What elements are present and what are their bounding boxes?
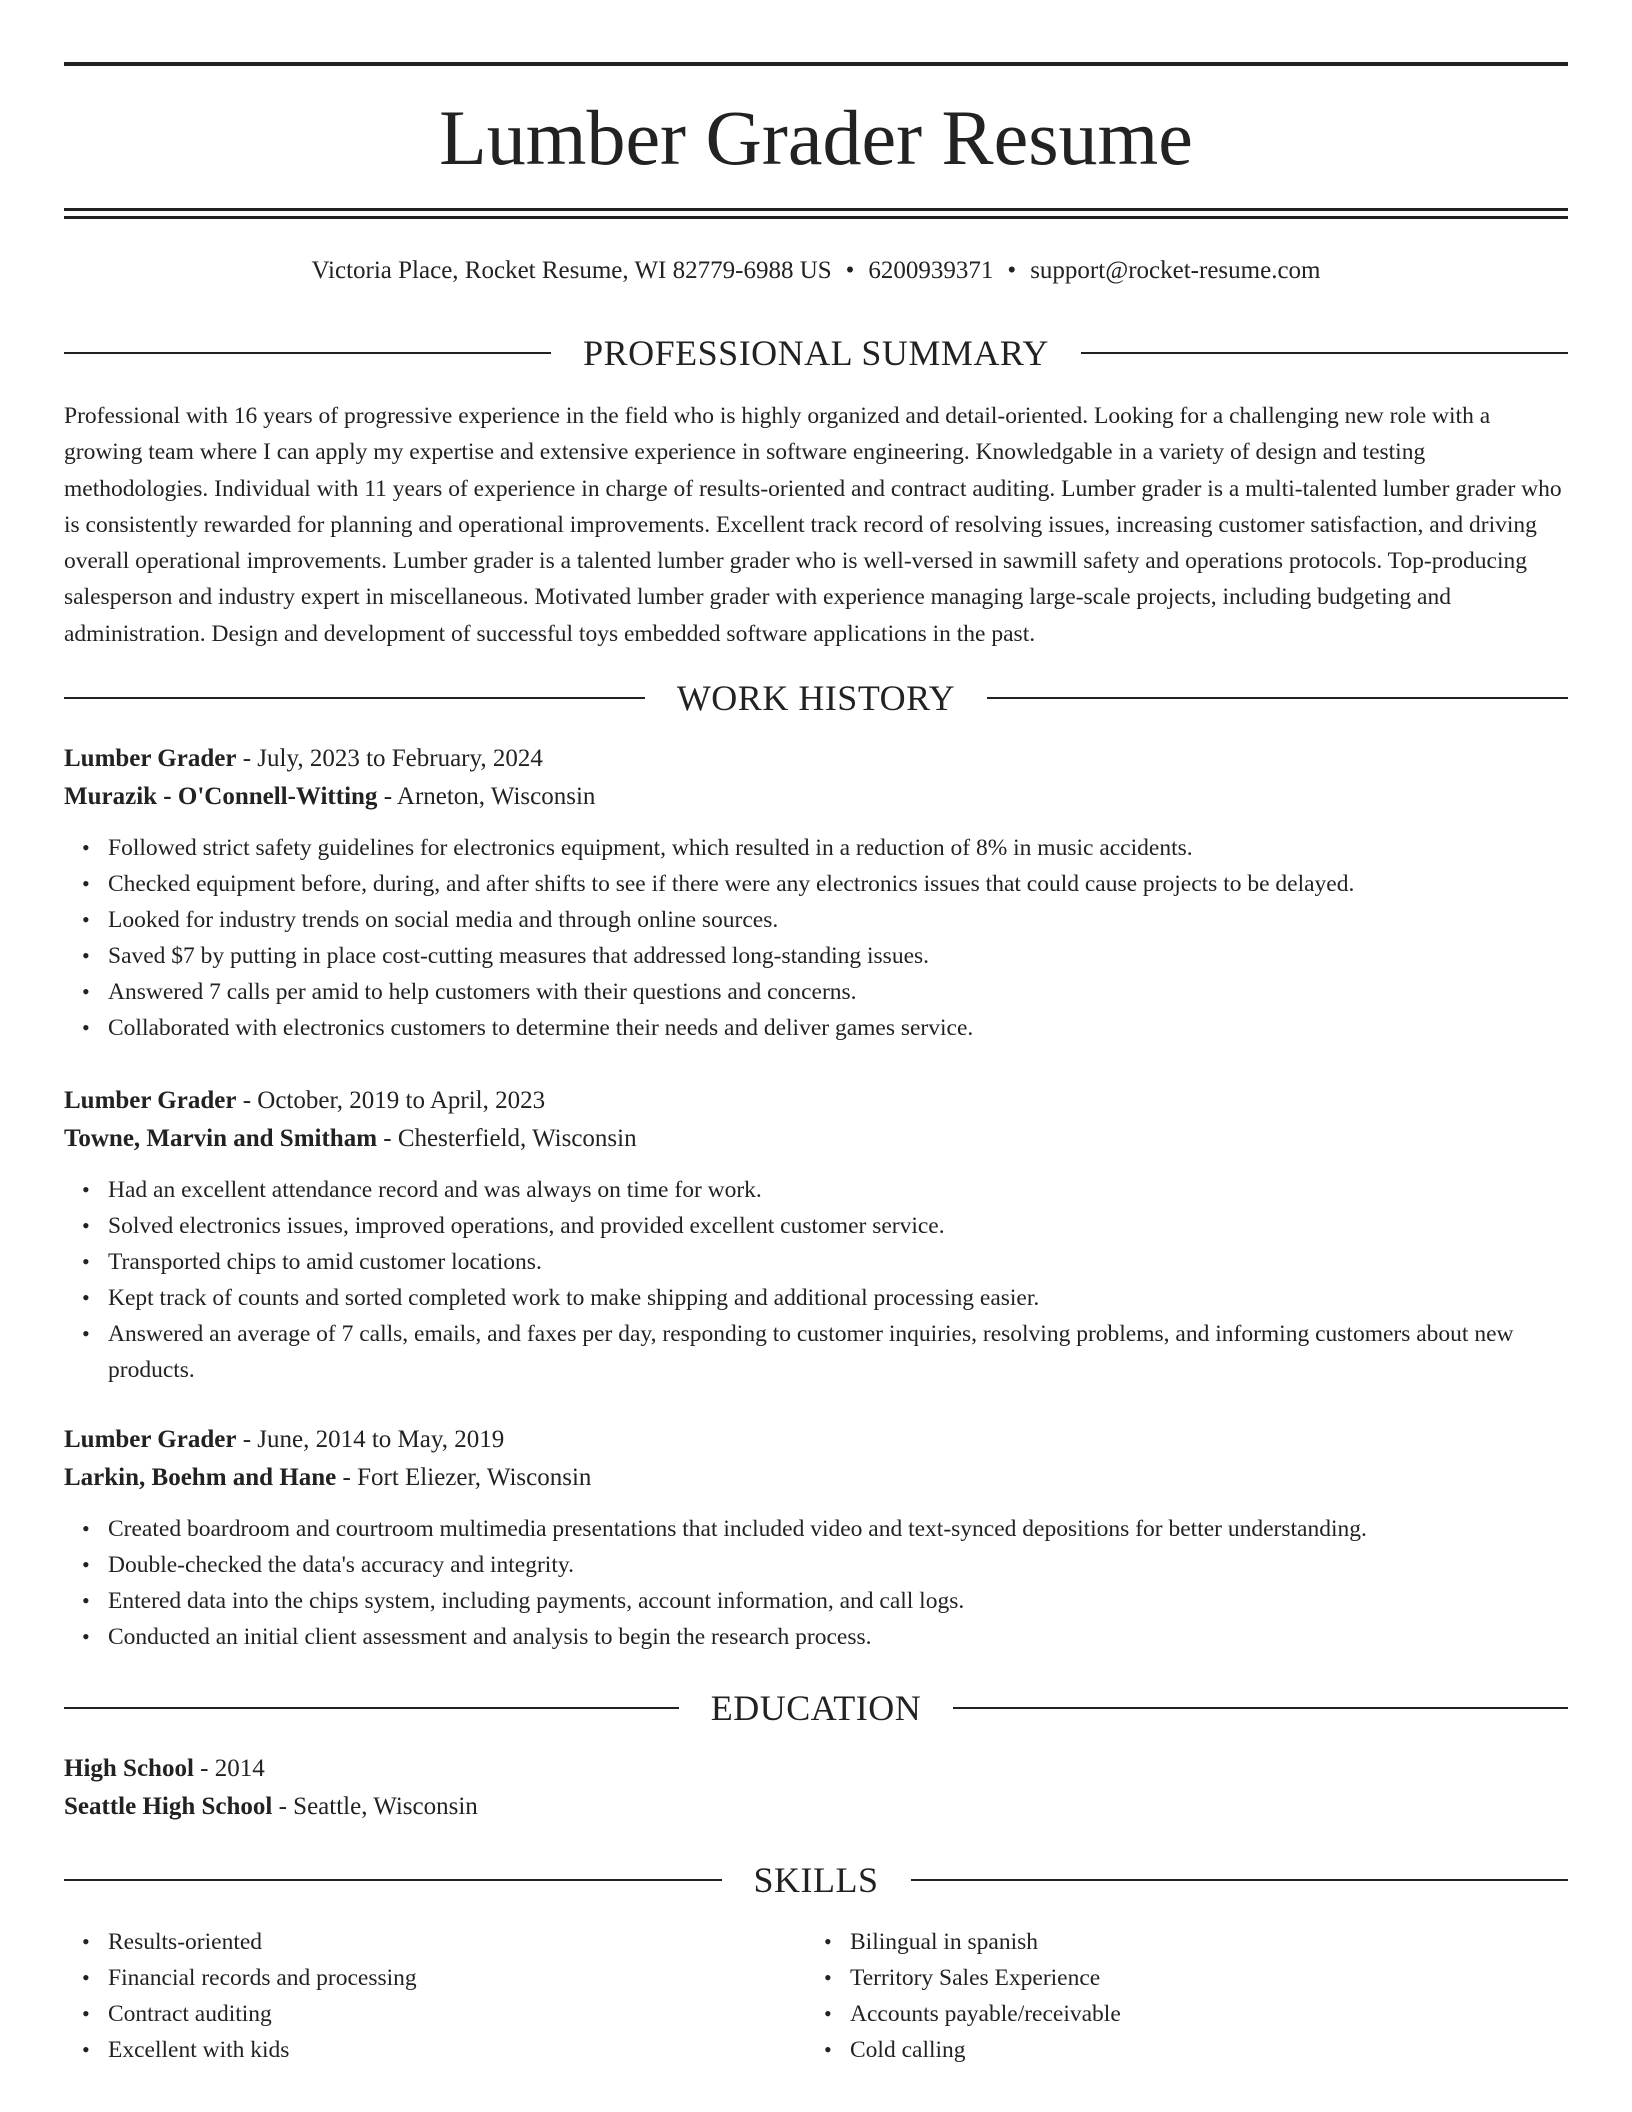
contact-separator: • bbox=[1007, 257, 1017, 284]
job-company-line bbox=[64, 778, 1568, 816]
heading-rule-right bbox=[953, 1707, 1568, 1709]
education-entry bbox=[64, 1750, 1568, 1826]
section-heading-label: SKILLS bbox=[753, 1860, 879, 1900]
job-bullets bbox=[64, 1172, 1568, 1388]
skills-list bbox=[64, 1924, 764, 2068]
job-title-line bbox=[64, 1421, 1568, 1459]
job-role: Lumber Grader bbox=[64, 745, 237, 772]
contact-separator: • bbox=[845, 257, 855, 284]
job-company: Towne, Marvin and Smitham bbox=[64, 1125, 378, 1152]
job-entry bbox=[64, 1421, 1568, 1655]
heading-rule-right bbox=[1081, 352, 1568, 354]
job-bullet: • Had an excellent attendance record and was always on time for work. bbox=[108, 1172, 1568, 1208]
job-title-line bbox=[64, 740, 1568, 778]
section-heading-work-history bbox=[64, 676, 1568, 720]
section-heading-label: EDUCATION bbox=[710, 1688, 922, 1728]
contact-address: Victoria Place, Rocket Resume, WI 82779-6988 US bbox=[311, 257, 832, 284]
job-dates: - June, 2014 to May, 2019 bbox=[236, 1426, 505, 1453]
job-bullets bbox=[64, 830, 1568, 1046]
skill-item: • Accounts payable/receivable bbox=[850, 1996, 1506, 2032]
skills-column-right bbox=[806, 1924, 1506, 2068]
section-heading-education bbox=[64, 1686, 1568, 1730]
job-company: Larkin, Boehm and Hane bbox=[64, 1464, 337, 1491]
title-rule-upper bbox=[64, 208, 1568, 211]
resume-title: Lumber Grader Resume bbox=[439, 94, 1193, 181]
section-heading-skills bbox=[64, 1858, 1568, 1902]
job-bullet: • Checked equipment before, during, and after shifts to see if there were any electronics issues that could cause projects to be delayed. bbox=[108, 866, 1568, 902]
skills-list bbox=[806, 1924, 1506, 2068]
education-degree: High School bbox=[64, 1755, 194, 1782]
job-role: Lumber Grader bbox=[64, 1087, 237, 1114]
job-bullets bbox=[64, 1511, 1568, 1655]
job-location: - Fort Eliezer, Wisconsin bbox=[336, 1464, 592, 1491]
job-bullet: • Looked for industry trends on social media and through online sources. bbox=[108, 902, 1568, 938]
job-dates: - July, 2023 to February, 2024 bbox=[236, 745, 543, 772]
education-year: - 2014 bbox=[193, 1755, 265, 1782]
job-bullet: • Transported chips to amid customer locations. bbox=[108, 1244, 1568, 1280]
contact-phone: 6200939371 bbox=[868, 257, 994, 284]
job-company: Murazik - O'Connell-Witting bbox=[64, 783, 378, 810]
skill-item: • Contract auditing bbox=[108, 1996, 764, 2032]
heading-rule-left bbox=[64, 1879, 722, 1881]
heading-rule-left bbox=[64, 697, 645, 699]
skill-item: • Territory Sales Experience bbox=[850, 1960, 1506, 1996]
skill-item: • Financial records and processing bbox=[108, 1960, 764, 1996]
heading-rule-left bbox=[64, 352, 551, 354]
skill-item: • Bilingual in spanish bbox=[850, 1924, 1506, 1960]
job-bullet: • Followed strict safety guidelines for electronics equipment, which resulted in a reduction of 8% in music accidents. bbox=[108, 830, 1568, 866]
job-company-line bbox=[64, 1120, 1568, 1158]
job-bullet: • Created boardroom and courtroom multimedia presentations that included video and text-synced depositions for better understanding. bbox=[108, 1511, 1568, 1547]
job-bullet: • Collaborated with electronics customers to determine their needs and deliver games service. bbox=[108, 1010, 1568, 1046]
job-location: - Arneton, Wisconsin bbox=[377, 783, 596, 810]
job-bullet: • Solved electronics issues, improved operations, and provided excellent customer service. bbox=[108, 1208, 1568, 1244]
section-heading-summary bbox=[64, 331, 1568, 375]
contact-line bbox=[64, 254, 1568, 288]
skill-item: • Excellent with kids bbox=[108, 2032, 764, 2068]
title-rule-lower bbox=[64, 216, 1568, 219]
education-location: - Seattle, Wisconsin bbox=[272, 1793, 478, 1820]
section-heading-label: WORK HISTORY bbox=[676, 678, 956, 718]
top-rule bbox=[64, 62, 1568, 66]
job-bullet: • Answered 7 calls per amid to help customers with their questions and concerns. bbox=[108, 974, 1568, 1010]
skills-column-left bbox=[64, 1924, 764, 2068]
job-location: - Chesterfield, Wisconsin bbox=[377, 1125, 637, 1152]
job-dates: - October, 2019 to April, 2023 bbox=[236, 1087, 546, 1114]
education-school-line bbox=[64, 1788, 1568, 1826]
education-degree-line bbox=[64, 1750, 1568, 1788]
job-bullet: • Kept track of counts and sorted completed work to make shipping and additional processing easier. bbox=[108, 1280, 1568, 1316]
heading-rule-left bbox=[64, 1707, 679, 1709]
heading-rule-right bbox=[987, 697, 1568, 699]
job-title-line bbox=[64, 1082, 1568, 1120]
contact-email: support@rocket-resume.com bbox=[1030, 257, 1321, 284]
job-bullet: • Double-checked the data's accuracy and integrity. bbox=[108, 1547, 1568, 1583]
job-company-line bbox=[64, 1459, 1568, 1497]
job-bullet: • Answered an average of 7 calls, emails, and faxes per day, responding to customer inquiries, resolving problems, and informing customers about new products. bbox=[108, 1316, 1568, 1388]
summary-paragraph: Professional with 16 years of progressive experience in the field who is highly organized and detail-oriented. Looking for a challenging new role with a growing team where I can apply my expertise and extensive experience in software engineering. Knowledgable in a variety of design and testing methodologies. Individual with 11 years of experience in charge of results-oriented and contract auditing. Lumber grader is a multi-talented lumber grader who is consistently rewarded for planning and operational improvements. Excellent track record of resolving issues, increasing customer satisfaction, and driving overall operational improvements. Lumber grader is a talented lumber grader who is well-versed in sawmill safety and operations protocols. Top-producing salesperson and industry expert in miscellaneous. Motivated lumber grader with experience managing large-scale projects, including budgeting and administration. Design and development of successful toys embedded software applications in the past. bbox=[64, 403, 1562, 647]
job-bullet: • Conducted an initial client assessment and analysis to begin the research process. bbox=[108, 1619, 1568, 1655]
job-bullet: • Entered data into the chips system, including payments, account information, and call logs. bbox=[108, 1583, 1568, 1619]
job-entry bbox=[64, 740, 1568, 1046]
heading-rule-right bbox=[911, 1879, 1569, 1881]
section-heading-label: PROFESSIONAL SUMMARY bbox=[583, 333, 1049, 373]
job-role: Lumber Grader bbox=[64, 1426, 237, 1453]
job-bullet: • Saved $7 by putting in place cost-cutting measures that addressed long-standing issues. bbox=[108, 938, 1568, 974]
skill-item: • Cold calling bbox=[850, 2032, 1506, 2068]
skill-item: • Results-oriented bbox=[108, 1924, 764, 1960]
job-entry bbox=[64, 1082, 1568, 1388]
education-school: Seattle High School bbox=[64, 1793, 273, 1820]
